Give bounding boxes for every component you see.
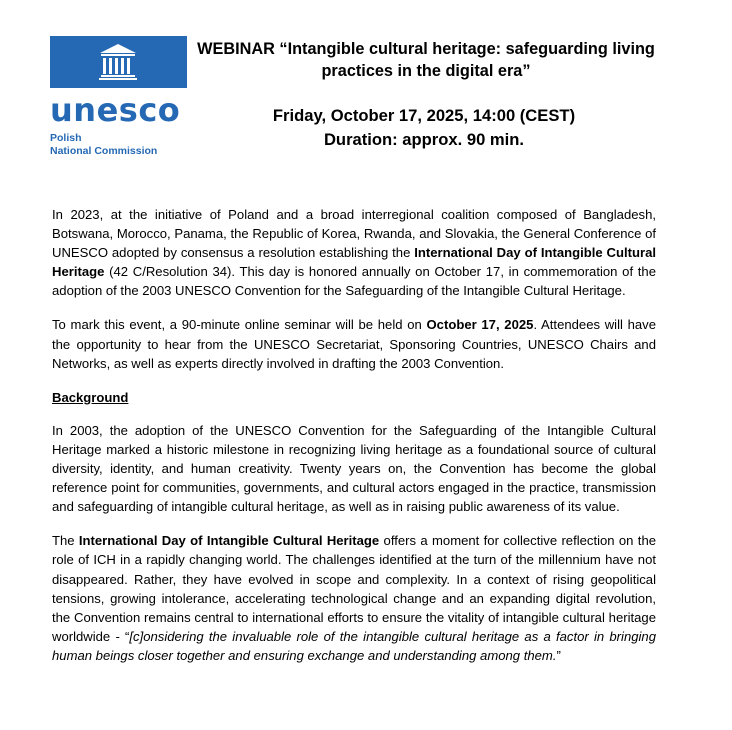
paragraph-ich-day: [52, 531, 656, 665]
webinar-title-line2: practices in the digital era”: [321, 62, 531, 80]
webinar-datetime: Friday, October 17, 2025, 14:00 (CEST): [272, 106, 576, 125]
paragraph-ich-day-quote: [c]onsidering the invaluable role of the intangible cultural heritage as a factor in bringing human beings closer together and ensuring exchange and understanding among them.: [52, 628, 656, 663]
paragraph-intro-text-a: In 2023, at the initiative of Poland and a broad interregional coalition composed of Bangladesh, Botswana, Morocco, Panama, the Republic of Korea, Rwanda, and Slovakia, the General Conference of UNESCO adopted by consensus a resolution establishing the: [52, 207, 656, 261]
paragraph-intro: [52, 205, 656, 300]
background-heading: Background: [52, 389, 129, 405]
paragraph-event-date: October 17, 2025: [426, 317, 534, 333]
webinar-title-line1: WEBINAR “Intangible cultural heritage: safeguarding living: [197, 40, 655, 58]
logo-subtitle-line1: Polish: [50, 132, 82, 144]
paragraph-ich-day-text-e: ”: [556, 647, 561, 663]
paragraph-intro-bold: International Day of Intangible Cultural Heritage: [52, 245, 656, 280]
webinar-duration: Duration: approx. 90 min.: [323, 130, 525, 149]
paragraph-event-text-a: To mark this event, a 90-minute online seminar will be held on: [52, 317, 427, 333]
webinar-schedule: [196, 104, 652, 152]
paragraph-ich-day-text-c: offers a moment for collective reflection on the role of ICH in a rapidly changing world. The challenges identified at the turn of the millennium have not disappeared. Rather, they have evolved in scope and complexity. In a context of rising geopolitical tensions, growing intolerance, accelerating technological change and an expanding digital revolution, the Convention remains central to international efforts to ensure the vitality of intangible cultural heritage worldwide - “: [52, 533, 657, 644]
logo-subtitle-line2: National Commission: [50, 145, 158, 157]
paragraph-event-text-c: . Attendees will have the opportunity to hear from the UNESCO Secretariat, Sponsoring Countries, UNESCO Chairs and Networks, as well as experts directly involved in drafting the 2003 Convention.: [52, 317, 657, 371]
unesco-logo: [50, 36, 190, 158]
unesco-temple-icon: [50, 36, 187, 88]
paragraph-event: [52, 315, 656, 372]
paragraph-ich-day-bold: International Day of Intangible Cultural Heritage: [78, 533, 380, 549]
paragraph-background: In 2003, the adoption of the UNESCO Convention for the Safeguarding of the Intangible Cultural Heritage marked a historic milestone in recognizing living heritage as a foundational source of cultural diversity, identity, and human creativity. Twenty years on, the Convention has become the global reference point for communities, governments, and cultural actors engaged in the practice, transmission and safeguarding of intangible cultural heritage, as well as in raising public awareness of its value.: [52, 422, 656, 515]
document-body: [52, 205, 656, 680]
logo-wordmark: unesco: [50, 91, 181, 129]
paragraph-ich-day-text-a: The: [52, 533, 79, 549]
webinar-title: [196, 38, 656, 82]
logo-subtitle: [50, 132, 190, 158]
paragraph-intro-text-c: (42 C/Resolution 34). This day is honored annually on October 17, in commemoration of the adoption of the 2003 UNESCO Convention for the Safeguarding of the Intangible Cultural Heritage.: [52, 264, 656, 299]
